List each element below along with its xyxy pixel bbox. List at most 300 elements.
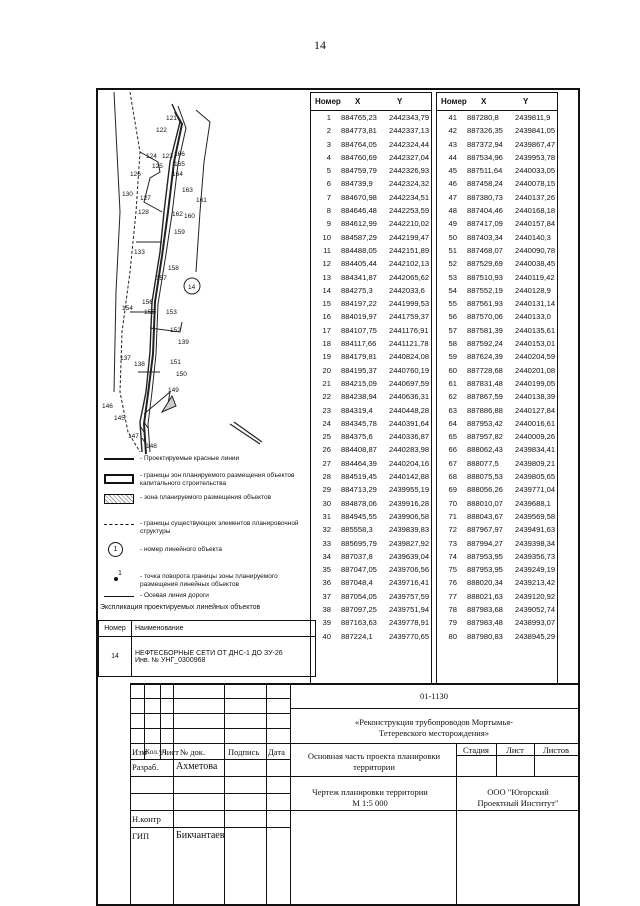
coordinate-row	[311, 443, 431, 456]
coordinate-y: 2439751,94	[389, 604, 430, 614]
coordinate-row	[437, 177, 557, 190]
coordinate-y: 2440283,98	[389, 445, 430, 455]
coordinate-row	[437, 138, 557, 151]
coordinate-number: 71	[448, 511, 457, 521]
coordinate-row	[437, 457, 557, 470]
coordinate-row	[311, 231, 431, 244]
coordinate-y: 2439906,58	[389, 511, 430, 521]
zone-symbol	[104, 474, 134, 484]
coordinate-y: 2439916,28	[389, 498, 430, 508]
coordinate-row	[311, 271, 431, 284]
coordinate-number: 70	[448, 498, 457, 508]
map-label: 122	[156, 127, 167, 134]
map-label: 149	[168, 387, 179, 394]
coordinate-number: 52	[448, 259, 457, 269]
coordinate-row	[437, 324, 557, 337]
coordinate-x: 884408,87	[341, 445, 377, 455]
map-label: 123	[162, 153, 173, 160]
coordinate-row	[437, 364, 557, 377]
coordinate-number: 50	[448, 232, 457, 242]
coordinate-number: 39	[322, 618, 331, 628]
coordinate-row	[437, 497, 557, 510]
coordinate-y: 2442199,47	[389, 232, 430, 242]
coordinate-number: 38	[322, 604, 331, 614]
coordinate-y: 2439953,78	[515, 152, 556, 162]
coordinate-y: 2439867,47	[515, 139, 556, 149]
coordinate-number: 76	[448, 578, 457, 588]
coordinate-row	[437, 164, 557, 177]
map-label: 155	[144, 309, 155, 316]
coordinate-x: 884197,22	[341, 299, 377, 309]
coordinate-y: 2439491,63	[515, 525, 556, 535]
coordinate-number: 6	[326, 179, 331, 189]
coordinate-y: 2440697,59	[389, 378, 430, 388]
coordinate-x: 887953,95	[467, 551, 503, 561]
coordinate-y: 2440168,18	[515, 206, 556, 216]
coordinate-y: 2439688,1	[515, 498, 551, 508]
coordinate-number: 55	[448, 299, 457, 309]
coordinate-number: 56	[448, 312, 457, 322]
legend-item: - зона планируемого размещения объектов	[140, 494, 272, 501]
coordinate-x: 884464,39	[341, 458, 377, 468]
coordinate-number: 36	[322, 578, 331, 588]
coordinate-y: 2440201,08	[515, 365, 556, 375]
stamp-header-list: Лист	[161, 747, 179, 757]
coordinate-number: 2	[326, 126, 331, 136]
stamp-name: Ахметова	[176, 761, 218, 772]
legend-item: - границы зон планируемого размещения объектов капитального строительства	[140, 472, 295, 487]
stamp-drawing-title: Чертеж планировки территории М 1:5 000	[312, 787, 428, 808]
coordinate-y: 2440133,0	[515, 312, 551, 322]
coordinate-y: 2439249,19	[515, 565, 556, 575]
coordinate-number: 47	[448, 192, 457, 202]
coordinate-x: 887953,42	[467, 418, 503, 428]
coordinate-x: 884319,4	[341, 405, 373, 415]
coordinate-y: 2442327,04	[389, 152, 430, 162]
stamp-sheets: Листов	[543, 745, 569, 755]
coordinate-row	[437, 470, 557, 483]
coordinate-number: 14	[322, 285, 331, 295]
coordinate-number: 9	[326, 219, 331, 229]
coordinate-row	[311, 563, 431, 576]
coordinate-row	[437, 217, 557, 230]
coordinate-row	[311, 350, 431, 363]
map-label: 121	[166, 115, 177, 122]
coordinate-number: 21	[322, 378, 331, 388]
coordinate-number: 59	[448, 352, 457, 362]
coordinate-y: 2438993,07	[515, 618, 556, 628]
coordinate-x: 888062,43	[467, 445, 503, 455]
coordinate-y: 2439809,21	[515, 458, 556, 468]
coordinate-x: 887224,1	[341, 631, 373, 641]
coordinate-y: 2440448,28	[389, 405, 430, 415]
coordinate-row	[311, 297, 431, 310]
coordinate-row	[311, 470, 431, 483]
coordinate-y: 2440038,45	[515, 259, 556, 269]
coordinate-row	[437, 603, 557, 616]
coordinate-x: 884345,78	[341, 418, 377, 428]
coordinate-row	[437, 377, 557, 390]
map-label: 166	[174, 151, 185, 158]
coordinate-y: 2440153,01	[515, 339, 556, 349]
coordinate-row	[311, 483, 431, 496]
coordinate-x: 887967,97	[467, 525, 503, 535]
coordinate-y: 2439805,65	[515, 472, 556, 482]
coordinate-row	[311, 616, 431, 629]
coordinate-row	[437, 443, 557, 456]
map-label: 128	[138, 209, 149, 216]
coordinate-row	[437, 563, 557, 576]
coordinate-number: 64	[448, 418, 457, 428]
coordinate-number: 13	[322, 272, 331, 282]
map-label: 146	[102, 403, 113, 410]
map-label: 152	[170, 327, 181, 334]
explication-cell-number: 14	[99, 637, 132, 677]
coordinate-row	[311, 510, 431, 523]
coordinate-x: 884275,3	[341, 285, 373, 295]
coordinate-y: 2439120,92	[515, 591, 556, 601]
coordinate-y: 2442253,59	[389, 206, 430, 216]
coordinate-y: 2441999,53	[389, 299, 430, 309]
coordinate-number: 7	[326, 192, 331, 202]
coordinate-x: 885695,79	[341, 538, 377, 548]
coordinate-x: 884945,55	[341, 511, 377, 521]
map-label: 124	[146, 153, 157, 160]
map-label: 159	[174, 229, 185, 236]
map-label: 145	[114, 415, 125, 422]
coordinate-number: 32	[322, 525, 331, 535]
coordinate-row	[437, 151, 557, 164]
coordinate-number: 30	[322, 498, 331, 508]
coordinate-row	[437, 483, 557, 496]
coordinate-row	[311, 537, 431, 550]
coordinate-x: 884019,97	[341, 312, 377, 322]
coordinate-row	[437, 244, 557, 257]
coordinate-x: 887592,24	[467, 339, 503, 349]
coordinate-x: 887458,24	[467, 179, 503, 189]
coordinates-table-right	[436, 92, 558, 684]
coordinate-number: 69	[448, 485, 457, 495]
map-label: 125	[152, 163, 163, 170]
coordinate-x: 884195,37	[341, 365, 377, 375]
coordinate-y: 2440636,31	[389, 392, 430, 402]
coordinate-x: 887983,48	[467, 618, 503, 628]
coordinate-y: 2440119,42	[515, 272, 555, 282]
coordinate-number: 24	[322, 418, 331, 428]
coordinate-x: 888077,5	[467, 458, 499, 468]
coordinate-y: 2439213,42	[515, 578, 556, 588]
coordinate-y: 2439716,41	[389, 578, 430, 588]
coordinate-number: 51	[448, 245, 457, 255]
coordinate-row	[437, 284, 557, 297]
structure-boundary-symbol	[104, 524, 134, 525]
map-label: 138	[134, 361, 145, 368]
coordinate-x: 884759,79	[341, 166, 377, 176]
map-label: 162	[172, 211, 183, 218]
coordinate-x: 887957,82	[467, 432, 503, 442]
coordinate-x: 884646,48	[341, 206, 377, 216]
header-y: Y	[523, 97, 529, 106]
map-label: 151	[170, 359, 181, 366]
coordinate-x: 887831,48	[467, 378, 503, 388]
coordinate-x: 888010,07	[467, 498, 503, 508]
coordinate-y: 2441759,37	[389, 312, 430, 322]
map-label: 153	[166, 309, 177, 316]
map-label: 148	[146, 443, 157, 450]
explication-cell-name	[132, 637, 316, 677]
coordinate-x: 888043,67	[467, 511, 503, 521]
coordinate-row	[311, 191, 431, 204]
coordinate-row	[437, 297, 557, 310]
coordinate-number: 31	[322, 511, 331, 521]
coordinate-number: 75	[448, 565, 457, 575]
coordinate-x: 884760,69	[341, 152, 377, 162]
coordinate-number: 45	[448, 166, 457, 176]
coordinate-number: 10	[322, 232, 331, 242]
road-axis-symbol	[104, 596, 134, 597]
coordinate-y: 2441121,78	[389, 339, 429, 349]
coordinate-row	[311, 497, 431, 510]
coordinate-y: 2439811,9	[515, 113, 551, 122]
coordinate-y: 2442326,93	[389, 166, 430, 176]
legend-item: - Проектируемые красные линии	[140, 455, 240, 462]
coordinate-x: 887380,73	[467, 192, 503, 202]
coordinate-row	[437, 390, 557, 403]
coordinate-number: 74	[448, 551, 457, 561]
coordinate-y: 2442324,44	[389, 139, 430, 149]
placement-zone-symbol	[104, 494, 134, 504]
coordinate-y: 2438945,29	[515, 631, 556, 641]
coordinate-x: 887529,69	[467, 259, 503, 269]
stamp-header-kol: Кол.уч	[145, 747, 167, 756]
map-label: 158	[168, 265, 179, 272]
coordinate-row	[311, 430, 431, 443]
coordinate-x: 888021,63	[467, 591, 503, 601]
coordinate-row	[437, 191, 557, 204]
coordinate-row	[437, 523, 557, 536]
coordinate-y: 2440760,19	[389, 365, 430, 375]
coordinate-row	[437, 350, 557, 363]
stamp-section-title: Основная часть проекта планировки территории	[307, 751, 441, 772]
stamp-role: Н.контр	[132, 814, 161, 824]
coordinate-x: 887994,27	[467, 538, 503, 548]
coordinate-row	[311, 390, 431, 403]
explication-title: Экспликация проектируемых линейных объектов	[100, 604, 261, 611]
coordinate-y: 2439569,58	[515, 511, 556, 521]
coordinate-row	[311, 310, 431, 323]
coordinate-number: 44	[448, 152, 457, 162]
coordinate-y: 2440016,61	[515, 418, 556, 428]
coordinate-row	[311, 603, 431, 616]
coordinate-number: 35	[322, 565, 331, 575]
coordinate-y: 2439841,05	[515, 126, 556, 136]
coordinate-x: 884612,99	[341, 219, 377, 229]
coordinate-row	[437, 257, 557, 270]
coordinate-number: 67	[448, 458, 457, 468]
stamp-sheet: Лист	[506, 745, 524, 755]
map-label: 147	[128, 433, 139, 440]
coordinate-row	[437, 204, 557, 217]
coordinate-row	[311, 364, 431, 377]
coordinate-y: 2442210,02	[389, 219, 430, 229]
coordinate-x: 884405,44	[341, 259, 377, 269]
coordinate-y: 2439639,04	[389, 551, 430, 561]
coordinate-x: 887326,35	[467, 126, 503, 136]
stamp-header-sign: Подпись	[228, 747, 260, 757]
title-block	[130, 683, 578, 904]
coordinate-y: 2439771,04	[515, 485, 556, 495]
coordinate-number: 77	[448, 591, 457, 601]
coordinate-row	[311, 404, 431, 417]
coordinate-x: 887047,05	[341, 565, 377, 575]
turning-point-symbol: 1	[118, 570, 122, 577]
map-label: 126	[130, 171, 141, 178]
coordinate-number: 73	[448, 538, 457, 548]
coordinate-number: 29	[322, 485, 331, 495]
map-label: 164	[172, 171, 183, 178]
coordinate-number: 61	[448, 378, 457, 388]
coordinate-y: 2440336,87	[389, 432, 430, 442]
coordinate-row	[311, 590, 431, 603]
coordinate-row	[437, 537, 557, 550]
coordinate-row	[311, 630, 431, 643]
coordinate-number: 58	[448, 339, 457, 349]
coordinate-number: 66	[448, 445, 457, 455]
coordinate-x: 884878,06	[341, 498, 377, 508]
coordinate-number: 12	[322, 259, 331, 269]
map-label: 127	[140, 195, 151, 202]
coordinate-row	[311, 204, 431, 217]
diagonal-road	[230, 422, 262, 444]
coordinate-number: 78	[448, 604, 457, 614]
coordinate-row	[437, 510, 557, 523]
coordinates-header	[437, 93, 557, 111]
stamp-stage: Стадия	[463, 745, 489, 755]
legend-item: - точка поворота границы зоны планируемого размещения линейных объектов	[140, 573, 278, 588]
stamp-header-date: Дата	[268, 747, 285, 757]
coordinate-y: 2440135,61	[515, 325, 556, 335]
coordinate-y: 2439827,92	[389, 538, 430, 548]
coordinate-row	[311, 377, 431, 390]
map-label: 133	[134, 249, 145, 256]
site-plan-map	[100, 92, 308, 504]
coordinate-x: 887163,63	[341, 618, 377, 628]
road-line-2	[130, 242, 162, 372]
coordinate-row	[311, 284, 431, 297]
coordinate-x: 884107,75	[341, 325, 377, 335]
coordinate-number: 22	[322, 392, 331, 402]
coordinate-x: 887510,93	[467, 272, 503, 282]
coordinate-row	[437, 337, 557, 350]
coordinate-number: 42	[448, 126, 457, 136]
coordinate-y: 2440157,84	[515, 219, 556, 229]
coordinate-y: 2440204,16	[389, 458, 430, 468]
explication-inventory: Инв. № УНГ_0300968	[135, 656, 206, 664]
coordinate-number: 60	[448, 365, 457, 375]
coordinate-row	[437, 550, 557, 563]
coordinate-x: 887280,8	[467, 113, 499, 122]
coordinate-y: 2440824,08	[389, 352, 430, 362]
header-number: Номер	[315, 97, 341, 106]
coordinate-y: 2440391,64	[389, 418, 430, 428]
left-edge-line	[114, 92, 120, 392]
coordinate-row	[311, 177, 431, 190]
coordinate-x: 887552,19	[467, 285, 503, 295]
coordinate-number: 1	[326, 113, 331, 122]
coordinate-x: 887048,4	[341, 578, 373, 588]
coordinate-y: 2442234,51	[389, 192, 430, 202]
coordinate-y: 2440137,26	[515, 192, 556, 202]
header-x: X	[355, 97, 361, 106]
coordinate-y: 2439955,19	[389, 485, 430, 495]
stamp-header-izm: Изм	[132, 747, 147, 757]
coordinate-number: 72	[448, 525, 457, 535]
coordinate-y: 2442033,6	[389, 285, 425, 295]
coordinate-number: 27	[322, 458, 331, 468]
coordinate-y: 2440138,39	[515, 392, 556, 402]
coordinate-y: 2442065,62	[389, 272, 430, 282]
stamp-role: Разраб.	[132, 762, 159, 772]
coordinate-x: 887570,06	[467, 312, 503, 322]
coordinate-number: 46	[448, 179, 457, 189]
object-number-symbol: 1	[108, 542, 123, 557]
coordinate-x: 884375,6	[341, 432, 373, 442]
explication-object-name: НЕФТЕСБОРНЫЕ СЕТИ ОТ ДНС-1 ДО ЗУ-26	[135, 649, 283, 657]
coordinate-x: 888075,53	[467, 472, 503, 482]
coordinate-y: 2440127,84	[515, 405, 556, 415]
map-label: 163	[182, 187, 193, 194]
coordinate-number: 37	[322, 591, 331, 601]
coordinate-x: 884488,05	[341, 245, 377, 255]
coordinate-number: 33	[322, 538, 331, 548]
coordinate-number: 16	[322, 312, 331, 322]
coordinate-row	[311, 111, 431, 124]
coordinate-number: 3	[326, 139, 331, 149]
coordinate-row	[311, 550, 431, 563]
coordinate-x: 884117,66	[341, 339, 377, 349]
coordinate-x: 884670,98	[341, 192, 377, 202]
stamp-project: «Реконструкция трубопроводов Мортымья-Тетеревского месторождения»	[355, 717, 513, 738]
coordinate-number: 57	[448, 325, 457, 335]
coordinate-y: 2439778,91	[389, 618, 430, 628]
coordinate-number: 80	[448, 631, 457, 641]
coordinate-x: 887728,68	[467, 365, 503, 375]
explication-header-number: Номер	[99, 621, 132, 637]
coordinate-y: 2440199,05	[515, 378, 556, 388]
coordinate-row	[437, 630, 557, 643]
coordinate-number: 48	[448, 206, 457, 216]
map-label: 156	[142, 299, 153, 306]
coordinate-number: 26	[322, 445, 331, 455]
coordinate-row	[437, 404, 557, 417]
coordinates-table-left	[310, 92, 432, 684]
coordinate-number: 20	[322, 365, 331, 375]
coordinate-y: 2442324,32	[389, 179, 430, 189]
coordinate-row	[437, 124, 557, 137]
coordinate-y: 2442151,89	[389, 245, 430, 255]
coordinate-y: 2440033,05	[515, 166, 556, 176]
coordinate-x: 887886,88	[467, 405, 503, 415]
coordinate-y: 2439757,59	[389, 591, 430, 601]
coordinate-number: 63	[448, 405, 457, 415]
coordinate-row	[311, 324, 431, 337]
coordinate-row	[437, 576, 557, 589]
coordinate-y: 2442343,79	[389, 113, 430, 122]
coordinate-number: 62	[448, 392, 457, 402]
coordinate-row	[437, 271, 557, 284]
road-line	[196, 110, 210, 272]
coordinate-x: 887581,39	[467, 325, 503, 335]
